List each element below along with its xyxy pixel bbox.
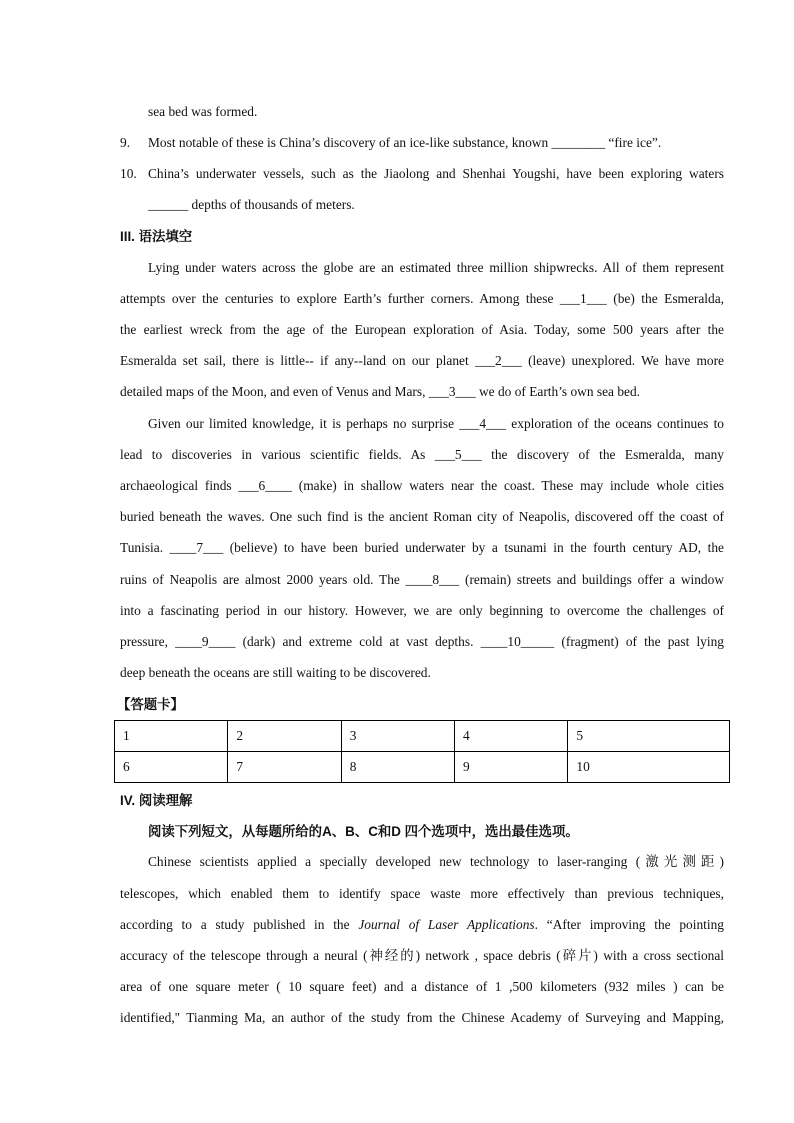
answer-cell[interactable]: 5 (568, 721, 730, 752)
journal-title: Journal of Laser Applications (358, 917, 535, 932)
answer-cell[interactable]: 2 (228, 721, 341, 752)
passage-text: according to a study published in the (120, 917, 359, 932)
passage-line: Given our limited knowledge, it is perhaps no surprise ___4___ exploration of the oceans continues to (148, 416, 724, 431)
passage-line: accuracy of the telescope through a neural (神经的) network , space debris (碎片) with a cross sectional (120, 948, 724, 963)
table-row (115, 752, 730, 783)
section-heading-reading: IV. 阅读理解 (120, 793, 193, 808)
passage-line: buried beneath the waves. One such find is the ancient Roman city of Neapolis, discovered off the coast of (120, 509, 724, 524)
passage-line: telescopes, which enabled them to identify space waste more effectively than previous techniques, (120, 886, 724, 901)
answer-cell[interactable]: 7 (228, 752, 341, 783)
question-text: China’s underwater vessels, such as the Jiaolong and Shenhai Yougshi, have been exploring waters (148, 166, 724, 181)
question-text: Most notable of these is China’s discovery of an ice-like substance, known ________ “fire ice”. (148, 135, 662, 150)
passage-line: Chinese scientists applied a specially developed new technology to laser-ranging (激光测距) (148, 854, 724, 869)
answer-cell[interactable]: 1 (115, 721, 228, 752)
passage-line: Tunisia. ____7___ (believe) to have been buried underwater by a tsunami in the fourth century AD, the (120, 540, 724, 555)
passage-line: Lying under waters across the globe are an estimated three million shipwrecks. All of them represent (148, 260, 724, 275)
passage-line: the earliest wreck from the age of the European exploration of Asia. Today, some 500 years after the (120, 322, 724, 337)
answer-card-label: 【答题卡】 (117, 697, 184, 712)
passage-line: detailed maps of the Moon, and even of Venus and Mars, ___3___ we do of Earth’s own sea bed. (120, 384, 641, 399)
question-text-continued: ______ depths of thousands of meters. (148, 197, 355, 212)
reading-instruction: 阅读下列短文，从每题所给的A、B、C和D 四个选项中，选出最佳选项。 (148, 824, 579, 839)
answer-card-table (114, 720, 730, 783)
answer-cell[interactable]: 10 (568, 752, 730, 783)
passage-line: into a fascinating period in our history. However, we are only beginning to overcome the challenges of (120, 603, 724, 618)
passage-line: area of one square meter ( 10 square feet) and a distance of 1 ,500 kilometers (932 miles ) can be (120, 979, 724, 994)
question-number: 10. (120, 166, 137, 181)
carry-over-line: sea bed was formed. (148, 104, 258, 119)
answer-cell[interactable]: 4 (455, 721, 568, 752)
passage-text: . “After improving the pointing (534, 917, 725, 932)
answer-cell[interactable]: 6 (115, 752, 228, 783)
passage-line: ruins of Neapolis are almost 2000 years old. The ____8___ (remain) streets and buildings offer a window (120, 572, 724, 587)
passage-line: pressure, ____9____ (dark) and extreme cold at vast depths. ____10_____ (fragment) of the past lying (120, 634, 724, 649)
answer-cell[interactable]: 3 (341, 721, 454, 752)
passage-line: attempts over the centuries to explore Earth’s further corners. Among these ___1___ (be) the Esmeralda, (120, 291, 724, 306)
table-row (115, 721, 730, 752)
answer-cell[interactable]: 8 (341, 752, 454, 783)
passage-line: archaeological finds ___6____ (make) in shallow waters near the coast. These may include whole cities (120, 478, 724, 493)
passage-line: Esmeralda set sail, there is little-- if any--land on our planet ___2___ (leave) unexplored. We have more (120, 353, 724, 368)
passage-line: identified," Tianming Ma, an author of the study from the Chinese Academy of Surveying and Mapping, (120, 1010, 724, 1025)
passage-line (120, 916, 724, 934)
section-heading-grammar: III. 语法填空 (120, 229, 193, 244)
answer-cell[interactable]: 9 (455, 752, 568, 783)
question-number: 9. (120, 135, 131, 150)
passage-line: deep beneath the oceans are still waiting to be discovered. (120, 665, 431, 680)
passage-line: lead to discoveries in various scientific fields. As ___5___ the discovery of the Esmeralda, many (120, 447, 724, 462)
